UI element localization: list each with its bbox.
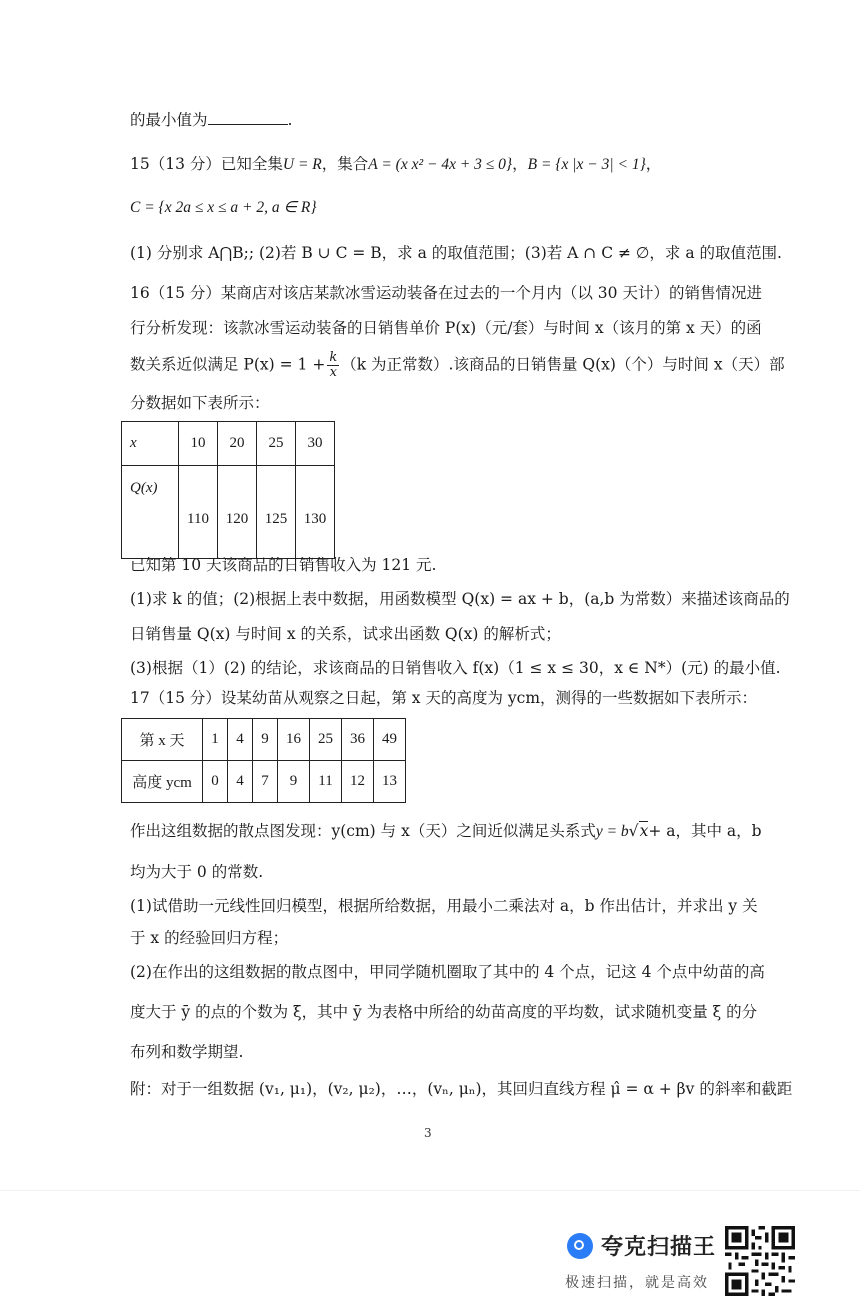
q15-set-a-label: ，集合 bbox=[321, 155, 369, 173]
table-row bbox=[122, 422, 335, 466]
q16-text-3a: 数关系近似满足 P(x) = 1 + bbox=[130, 355, 326, 374]
table-header-x: x bbox=[122, 422, 179, 466]
footer-divider bbox=[0, 1190, 860, 1191]
q17-text-1: 17（15 分）设某幼苗从观察之日起，第 x 天的高度为 ycm，测得的一些数据如下表所示： bbox=[130, 689, 758, 707]
table-cell: 16 bbox=[278, 719, 310, 761]
table-cell: 25 bbox=[257, 422, 296, 466]
q16-line8 bbox=[130, 656, 781, 680]
table-row bbox=[122, 466, 335, 559]
q16-text-6: (1)求 k 的值；(2)根据上表中数据，用函数模型 Q(x) = ax + b，(a,b 为常数）来描述该商品的 bbox=[130, 590, 790, 608]
q15-sep: ， bbox=[512, 155, 528, 173]
q17-line5 bbox=[130, 926, 730, 950]
table-cell: 4 bbox=[228, 761, 253, 803]
table-row bbox=[122, 719, 406, 761]
table-cell: 110 bbox=[179, 466, 218, 559]
table-cell: 9 bbox=[253, 719, 278, 761]
q15-head: 15（13 分）已知全集 bbox=[130, 155, 283, 173]
q17-text-8: 布列和数学期望. bbox=[130, 1043, 244, 1061]
q17-line8 bbox=[130, 1040, 730, 1064]
q16-line5 bbox=[130, 553, 730, 577]
q16-line6 bbox=[130, 587, 790, 611]
q15-set-b: B = {x |x − 3| < 1} bbox=[527, 156, 646, 173]
sqrt-radicand: x bbox=[639, 822, 649, 840]
fraction-k-over-x bbox=[327, 351, 339, 380]
table-row bbox=[122, 761, 406, 803]
q16-text-7: 日销售量 Q(x) 与时间 x 的关系，试求出函数 Q(x) 的解析式； bbox=[130, 625, 561, 643]
q15-line1 bbox=[130, 152, 730, 177]
q15-tail: ， bbox=[645, 155, 662, 173]
q17-line4 bbox=[130, 894, 758, 918]
q16-line7 bbox=[130, 622, 730, 646]
q17-line2 bbox=[130, 819, 762, 844]
qr-code-icon bbox=[725, 1226, 795, 1296]
table-cell: 120 bbox=[218, 466, 257, 559]
q17-text-4: (1)试借助一元线性回归模型，根据所给数据，用最小二乘法对 a，b 作出估计，并求出 y 关 bbox=[130, 897, 758, 915]
table-cell: 0 bbox=[203, 761, 228, 803]
q15-universal-set: U = R bbox=[282, 156, 322, 173]
q16-text-1: 16（15 分）某商店对该店某款冰雪运动装备在过去的一个月内（以 30 天计）的销售情况进 bbox=[130, 284, 762, 302]
q16-text-5: 已知第 10 天该商品的日销售收入为 121 元. bbox=[130, 556, 437, 574]
table-cell: 7 bbox=[253, 761, 278, 803]
q17-text-9: 附：对于一组数据 (v₁, μ₁)，(v₂, μ₂)，…，(vₙ, μₙ)，其回归直线方程 μ̂ = α + βv 的斜率和截距 bbox=[130, 1080, 793, 1098]
q17-text-6: (2)在作出的这组数据的散点图中，甲同学随机圈取了其中的 4 个点，记这 4 个点中幼苗的高 bbox=[130, 963, 765, 981]
q16-sales-table bbox=[121, 421, 335, 559]
table-cell: 36 bbox=[342, 719, 374, 761]
q17-line3 bbox=[130, 860, 730, 884]
text-min-value: 的最小值为 bbox=[130, 111, 208, 129]
table-cell: 12 bbox=[342, 761, 374, 803]
q16-line1 bbox=[130, 281, 762, 305]
q16-text-2: 行分析发现：该款冰雪运动装备的日销售单价 P(x)（元/套）与时间 x（该月的第 x 天）的函 bbox=[130, 319, 762, 337]
table-cell: 13 bbox=[374, 761, 406, 803]
q15-line2 bbox=[130, 195, 730, 220]
q17-text-2c: + a，其中 a，b bbox=[648, 822, 762, 840]
q16-line3 bbox=[130, 350, 785, 380]
text-period: . bbox=[287, 111, 293, 129]
fraction-numerator: k bbox=[329, 350, 338, 365]
table-cell: 130 bbox=[296, 466, 335, 559]
table-cell: 25 bbox=[310, 719, 342, 761]
fraction-denominator: x bbox=[329, 365, 337, 380]
table-header-height: 高度 ycm bbox=[122, 761, 203, 803]
q17-text-3: 均为大于 0 的常数. bbox=[130, 863, 264, 881]
page-number: 3 bbox=[424, 1126, 432, 1140]
q16-text-3b: （k 为正常数）.该商品的日销售量 Q(x)（个）与时间 x（天）部 bbox=[341, 355, 785, 374]
q15-parts: (1) 分别求 A⋂B;; (2)若 B ∪ C = B，求 a 的取值范围；(3)若 A ∩ C ≠ ∅，求 a 的取值范围. bbox=[130, 244, 782, 262]
table-cell: 20 bbox=[218, 422, 257, 466]
q17-line7 bbox=[130, 1000, 758, 1024]
table-cell: 49 bbox=[374, 719, 406, 761]
q15-line3 bbox=[130, 241, 782, 265]
q17-line9 bbox=[130, 1077, 793, 1101]
q16-line2 bbox=[130, 316, 762, 340]
q17-formula-y: y = b bbox=[595, 823, 629, 840]
table-cell: 30 bbox=[296, 422, 335, 466]
table-cell: 125 bbox=[257, 466, 296, 559]
q17-line1 bbox=[130, 686, 758, 710]
q16-text-8: (3)根据（1）(2) 的结论，求该商品的日销售收入 f(x)（1 ≤ x ≤ 30，x ∈ N*）(元) 的最小值. bbox=[130, 659, 781, 677]
table-cell: 9 bbox=[278, 761, 310, 803]
q17-text-5: 于 x 的经验回归方程； bbox=[130, 929, 289, 947]
q16-text-4: 分数据如下表所示： bbox=[130, 394, 270, 412]
scanner-brand bbox=[567, 1230, 716, 1261]
table-cell: 10 bbox=[179, 422, 218, 466]
q17-height-table bbox=[121, 718, 406, 803]
table-header-q: Q(x) bbox=[122, 466, 179, 559]
brand-slogan: 极速扫描，就是高效 bbox=[565, 1275, 709, 1291]
q16-line4 bbox=[130, 391, 730, 415]
q15-set-c: C = {x 2a ≤ x ≤ a + 2, a ∈ R} bbox=[130, 199, 317, 216]
table-cell: 4 bbox=[228, 719, 253, 761]
table-header-day: 第 x 天 bbox=[122, 719, 203, 761]
q17-text-7: 度大于 ȳ 的点的个数为 ξ，其中 ȳ 为表格中所给的幼苗高度的平均数，试求随机变量 ξ 的分 bbox=[130, 1003, 758, 1021]
answer-blank bbox=[208, 110, 288, 125]
q17-text-2a: 作出这组数据的散点图发现：y(cm) 与 x（天）之间近似满足头系式 bbox=[130, 822, 596, 840]
quark-logo-icon bbox=[567, 1233, 593, 1259]
line-min-value bbox=[130, 108, 730, 132]
brand-name: 夸克扫描王 bbox=[601, 1235, 717, 1260]
q17-line6 bbox=[130, 960, 765, 984]
q15-set-a: A = (x x² − 4x + 3 ≤ 0} bbox=[368, 156, 513, 173]
table-cell: 1 bbox=[203, 719, 228, 761]
table-cell: 11 bbox=[310, 761, 342, 803]
sqrt-sign: √ bbox=[628, 822, 639, 840]
